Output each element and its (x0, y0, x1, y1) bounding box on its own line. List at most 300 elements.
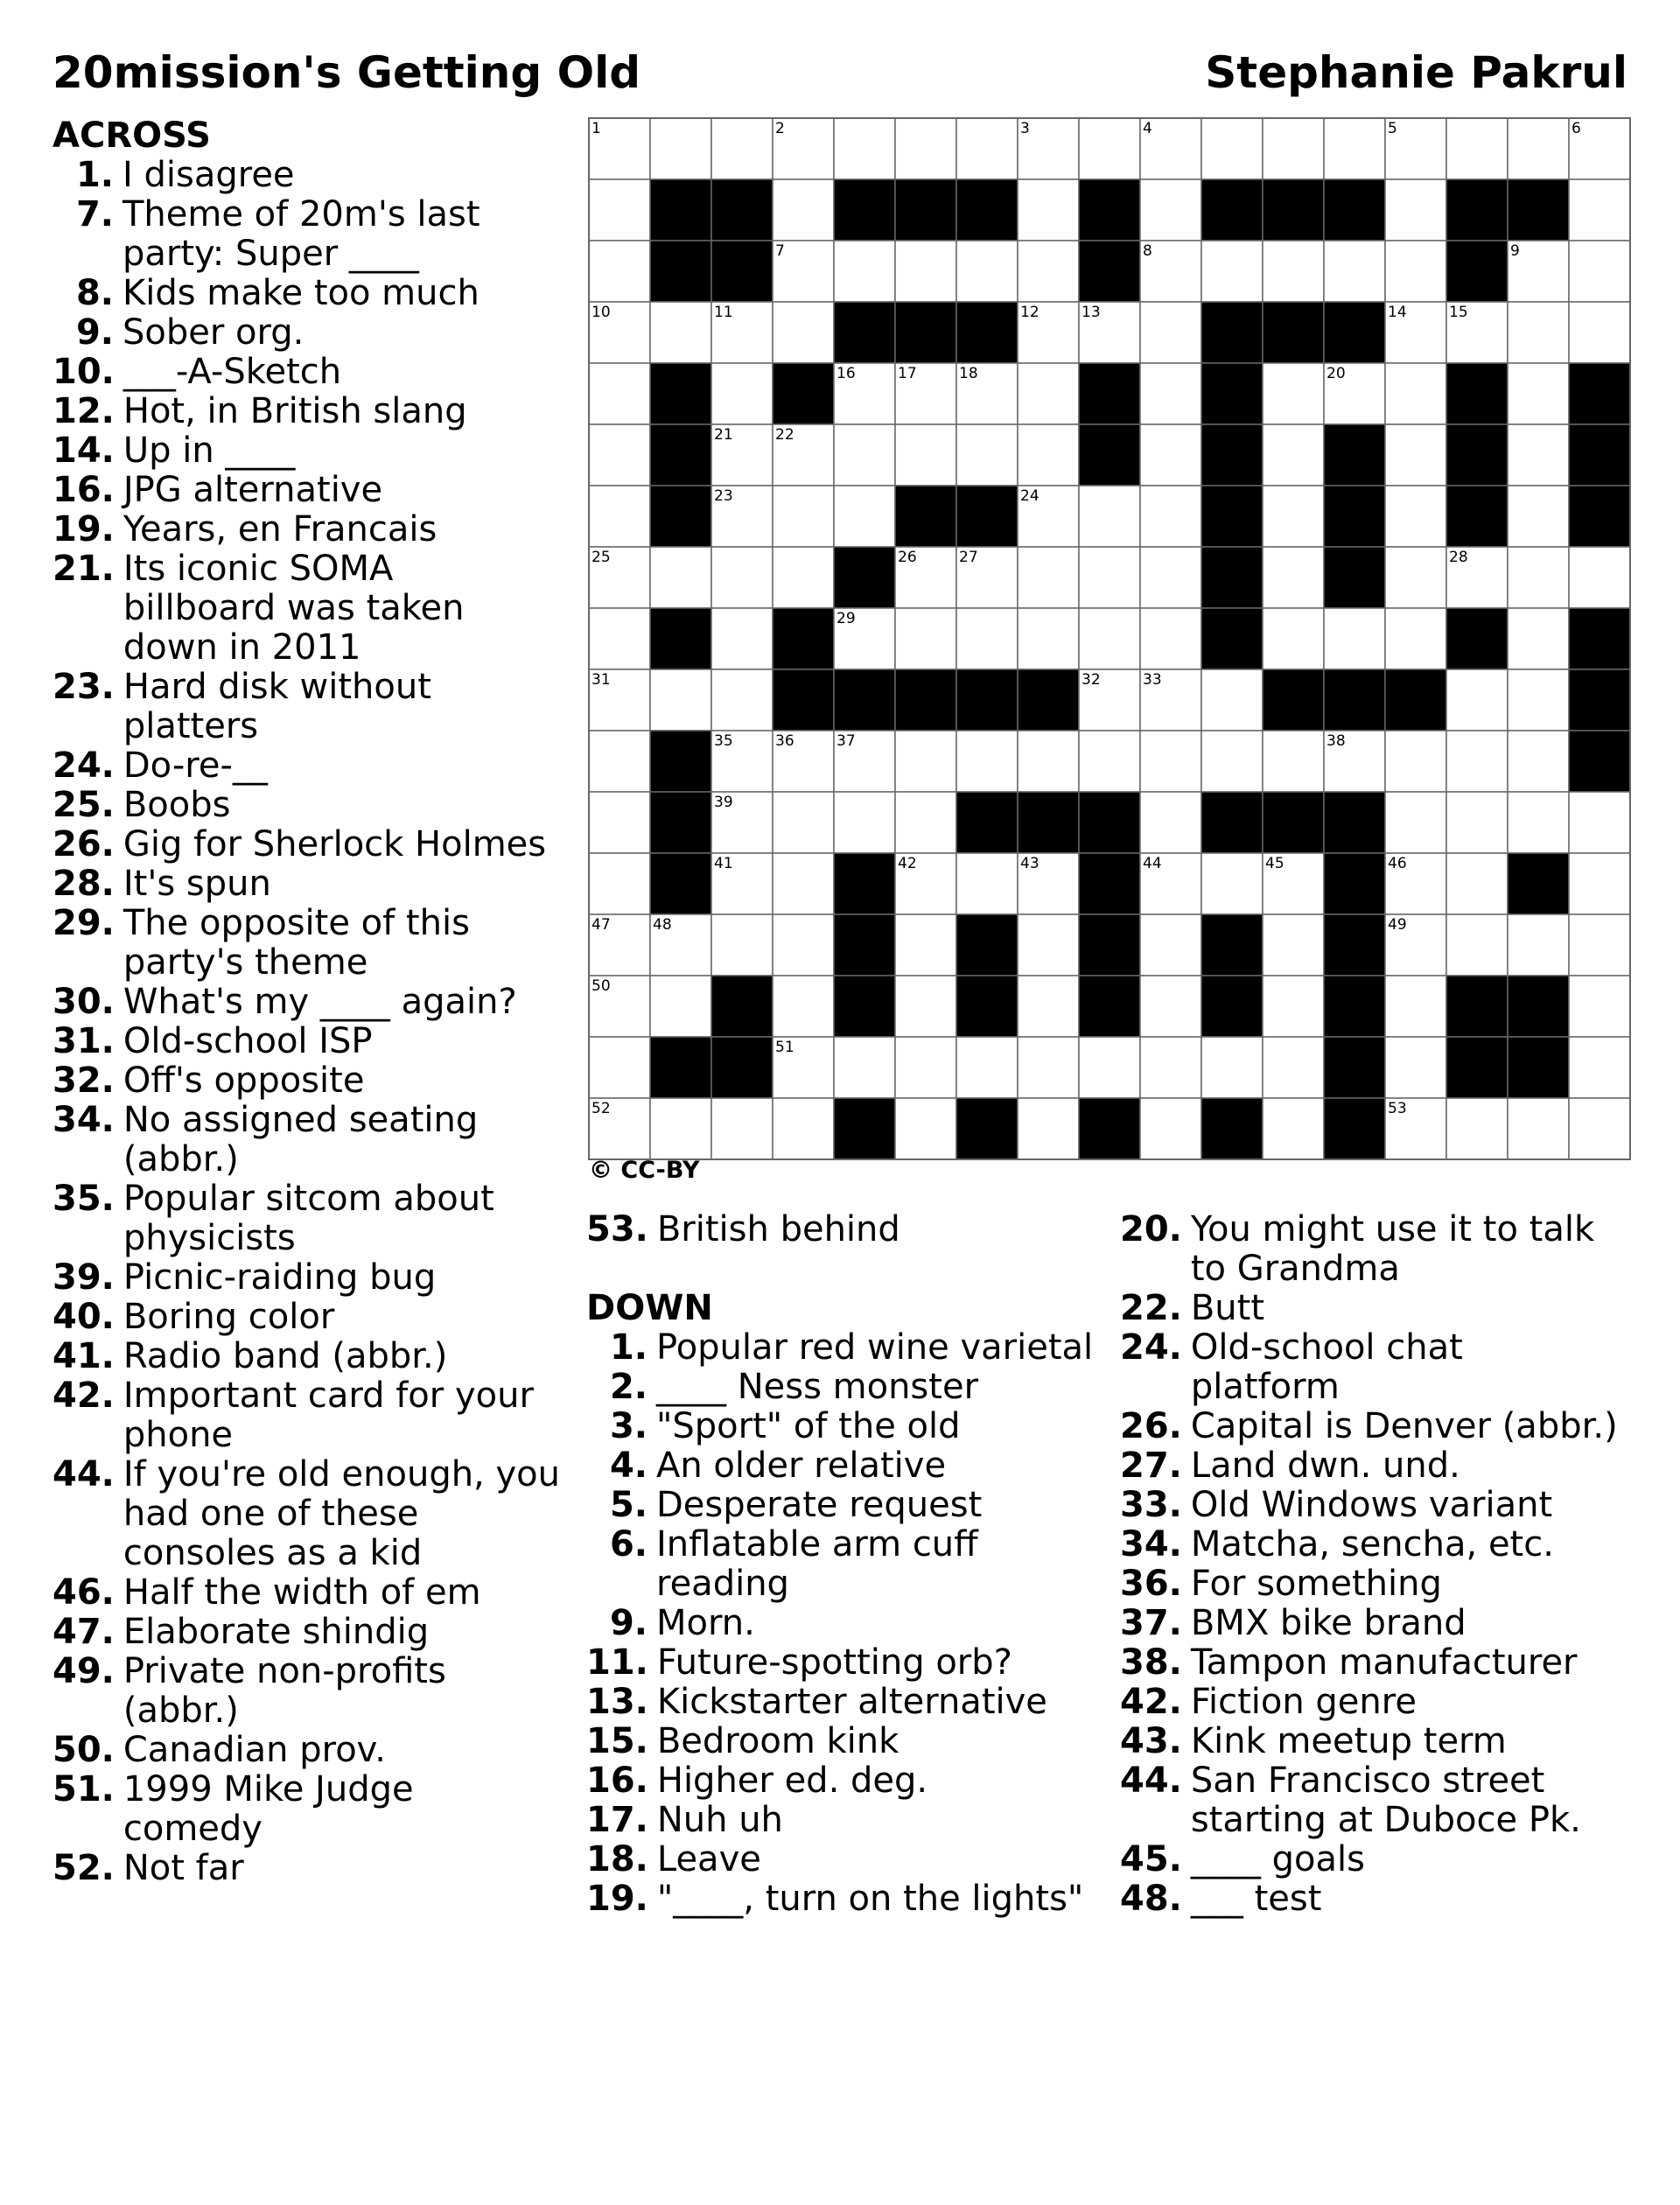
cell-number: 44 (1143, 855, 1162, 872)
grid-cell[interactable] (1263, 731, 1324, 792)
across-clue (52, 1573, 578, 1613)
grid-block (1324, 486, 1385, 547)
grid-cell[interactable] (1140, 547, 1201, 608)
grid-cell[interactable] (589, 179, 650, 241)
cell-number: 42 (898, 855, 917, 872)
grid-cell[interactable] (1018, 179, 1079, 241)
grid-cell[interactable] (1201, 669, 1263, 731)
grid-cell[interactable] (1263, 424, 1324, 486)
down-clue (1120, 1564, 1645, 1604)
grid-block (1446, 363, 1508, 424)
cell-number: 32 (1082, 671, 1101, 689)
down-clue (1120, 1761, 1645, 1840)
clue-text: Gig for Sherlock Holmes (122, 824, 547, 864)
clue-number: 34. (52, 1100, 115, 1140)
cell-number: 12 (1020, 304, 1040, 321)
cell-number: 29 (836, 610, 856, 627)
grid-cell[interactable] (1508, 547, 1569, 608)
clue-number: 16. (52, 470, 115, 510)
clue-number: 50. (52, 1730, 115, 1770)
grid-block (1569, 731, 1630, 792)
grid-cell[interactable] (589, 241, 650, 302)
grid-block (1569, 424, 1630, 486)
grid-cell[interactable] (1263, 1037, 1324, 1098)
grid-cell[interactable] (1018, 914, 1079, 976)
grid-block (956, 669, 1018, 731)
grid-cell[interactable] (1569, 302, 1630, 363)
grid-cell[interactable] (1201, 1037, 1263, 1098)
down-clue (1120, 1446, 1645, 1486)
grid-cell[interactable] (773, 792, 834, 853)
clue-text: Popular red wine varietal (656, 1327, 1094, 1368)
grid-cell[interactable] (1201, 241, 1263, 302)
grid-block (1201, 792, 1263, 853)
cell-number: 40 (1326, 794, 1346, 811)
clue-text: Old-school chat platform (1190, 1327, 1463, 1407)
grid-cell[interactable] (895, 1037, 956, 1098)
clue-number: 9. (75, 312, 114, 353)
grid-cell[interactable] (1018, 976, 1079, 1037)
grid-cell[interactable] (589, 792, 650, 853)
across-clue (52, 1613, 578, 1652)
grid-cell[interactable] (1508, 118, 1569, 179)
grid-cell[interactable] (895, 424, 956, 486)
clue-number: 17. (586, 1800, 648, 1840)
grid-cell[interactable] (1385, 486, 1446, 547)
cell-number: 50 (592, 977, 611, 995)
grid-cell[interactable] (1446, 853, 1508, 914)
grid-cell[interactable] (1385, 792, 1446, 853)
grid-cell[interactable] (1079, 608, 1140, 669)
cell-number: 19 (1204, 365, 1223, 382)
clue-number: 13. (586, 1682, 648, 1722)
grid-block (1263, 179, 1324, 241)
grid-cell[interactable] (1508, 1098, 1569, 1159)
section-spacer (586, 1250, 1111, 1289)
grid-cell[interactable] (1018, 608, 1079, 669)
clue-number: 20. (1120, 1209, 1182, 1250)
across-clue (52, 471, 578, 510)
cell-number: 34 (1388, 671, 1407, 689)
grid-block (1079, 1098, 1140, 1159)
grid-cell[interactable] (895, 118, 956, 179)
grid-cell[interactable] (1018, 363, 1079, 424)
cell-number: 49 (1388, 916, 1407, 934)
grid-cell[interactable] (1508, 792, 1569, 853)
grid-cell[interactable] (773, 853, 834, 914)
cell-number: 1 (592, 120, 601, 137)
across-clue (52, 392, 578, 431)
clue-text: The opposite of this party's theme (122, 903, 470, 983)
down-clue (586, 1722, 1111, 1761)
grid-cell[interactable] (650, 118, 711, 179)
grid-cell[interactable] (1079, 118, 1140, 179)
down-clue (1120, 1525, 1645, 1564)
down-clue (586, 1880, 1111, 1919)
clue-number: 1. (75, 155, 114, 195)
grid-cell[interactable] (834, 118, 895, 179)
grid-cell[interactable] (773, 486, 834, 547)
clue-number: 43. (1120, 1721, 1182, 1761)
grid-block (1324, 1098, 1385, 1159)
grid-block (834, 179, 895, 241)
grid-cell[interactable] (834, 792, 895, 853)
clue-number: 6. (609, 1524, 648, 1564)
grid-cell[interactable] (956, 731, 1018, 792)
grid-cell[interactable] (650, 976, 711, 1037)
grid-cell[interactable] (1508, 914, 1569, 976)
grid-cell[interactable] (1385, 1037, 1446, 1098)
grid-cell[interactable] (1324, 608, 1385, 669)
clue-text: Desperate request (656, 1485, 983, 1525)
clue-text: Capital is Denver (abbr.) (1190, 1406, 1618, 1446)
grid-cell[interactable] (1018, 424, 1079, 486)
grid-cell[interactable] (1263, 118, 1324, 179)
grid-cell[interactable] (1263, 547, 1324, 608)
grid-cell[interactable] (956, 608, 1018, 669)
grid-block (1569, 669, 1630, 731)
grid-cell[interactable] (1018, 1098, 1079, 1159)
grid-cell[interactable] (895, 608, 956, 669)
across-clue (52, 1770, 578, 1849)
grid-cell[interactable] (711, 608, 773, 669)
clue-text: Matcha, sencha, etc. (1190, 1524, 1554, 1564)
grid-block (1446, 1037, 1508, 1098)
grid-cell[interactable] (589, 424, 650, 486)
grid-cell[interactable] (650, 1098, 711, 1159)
grid-block (1446, 976, 1508, 1037)
grid-cell[interactable] (1385, 424, 1446, 486)
cell-number: 2 (775, 120, 785, 137)
grid-cell[interactable] (895, 731, 956, 792)
grid-cell[interactable] (895, 914, 956, 976)
grid-cell[interactable] (1140, 486, 1201, 547)
grid-block (1446, 241, 1508, 302)
grid-block (956, 976, 1018, 1037)
down-clue (586, 1683, 1111, 1722)
grid-cell[interactable] (1140, 976, 1201, 1037)
grid-block (650, 179, 711, 241)
grid-cell[interactable] (1079, 1037, 1140, 1098)
grid-block (650, 731, 711, 792)
grid-cell[interactable] (1263, 363, 1324, 424)
across-clue (52, 1376, 578, 1455)
grid-block (711, 1037, 773, 1098)
grid-cell[interactable] (1140, 363, 1201, 424)
down-clue (586, 1368, 1111, 1407)
grid-cell[interactable] (1140, 302, 1201, 363)
grid-cell[interactable] (1446, 914, 1508, 976)
across-heading: ACROSS (52, 116, 211, 156)
across-clue (52, 1731, 578, 1770)
clue-number: 35. (52, 1179, 115, 1219)
grid-block (1446, 486, 1508, 547)
down-clue (586, 1446, 1111, 1486)
grid-cell[interactable] (773, 179, 834, 241)
grid-cell[interactable] (1569, 241, 1630, 302)
grid-cell[interactable] (773, 914, 834, 976)
grid-cell[interactable] (1385, 731, 1446, 792)
grid-block (650, 792, 711, 853)
grid-cell[interactable] (956, 853, 1018, 914)
grid-cell[interactable] (1569, 179, 1630, 241)
grid-cell[interactable] (1508, 486, 1569, 547)
cell-number: 48 (653, 916, 672, 934)
grid-cell[interactable] (650, 669, 711, 731)
grid-cell[interactable] (711, 914, 773, 976)
grid-cell[interactable] (1140, 179, 1201, 241)
grid-cell[interactable] (711, 363, 773, 424)
clue-number: 23. (52, 667, 115, 707)
grid-cell[interactable] (589, 363, 650, 424)
grid-cell[interactable] (1569, 792, 1630, 853)
grid-cell[interactable] (1569, 976, 1630, 1037)
cell-number: 3 (1020, 120, 1030, 137)
cell-number: 10 (592, 304, 611, 321)
grid-cell[interactable] (1140, 1098, 1201, 1159)
down-clue (586, 1407, 1111, 1446)
clue-number: 21. (52, 549, 115, 589)
grid-cell[interactable] (1263, 241, 1324, 302)
clue-text: Higher ed. deg. (656, 1760, 928, 1801)
grid-cell[interactable] (956, 241, 1018, 302)
grid-cell[interactable] (1385, 547, 1446, 608)
grid-cell[interactable] (1385, 976, 1446, 1037)
down-clue (1120, 1683, 1645, 1722)
grid-block (1263, 792, 1324, 853)
grid-block (1508, 976, 1569, 1037)
grid-cell[interactable] (1079, 547, 1140, 608)
grid-block (956, 792, 1018, 853)
grid-cell[interactable] (711, 1098, 773, 1159)
clue-number: 11. (586, 1642, 648, 1683)
clue-number: 19. (52, 509, 115, 550)
clue-number: 5. (609, 1485, 648, 1525)
clue-text: Land dwn. und. (1190, 1446, 1460, 1486)
grid-block (1079, 914, 1140, 976)
across-clue (52, 1298, 578, 1337)
grid-cell[interactable] (1508, 424, 1569, 486)
clue-text: Theme of 20m's last party: Super ____ (122, 194, 480, 274)
grid-cell[interactable] (1201, 118, 1263, 179)
across-clue (52, 313, 578, 353)
grid-cell[interactable] (711, 669, 773, 731)
clue-text: Years, en Francais (122, 509, 438, 550)
across-clue (52, 1652, 578, 1731)
clue-text: Up in ____ (122, 430, 296, 471)
cell-number: 28 (1449, 549, 1468, 566)
grid-cell[interactable] (1018, 547, 1079, 608)
grid-cell[interactable] (1508, 669, 1569, 731)
grid-cell[interactable] (1201, 731, 1263, 792)
grid-cell[interactable] (1018, 731, 1079, 792)
grid-cell[interactable] (1446, 1098, 1508, 1159)
grid-cell[interactable] (834, 486, 895, 547)
grid-cell[interactable] (895, 792, 956, 853)
grid-block (1201, 302, 1263, 363)
grid-block (1201, 424, 1263, 486)
grid-cell[interactable] (1140, 424, 1201, 486)
grid-cell[interactable] (1140, 792, 1201, 853)
clue-text: Inflatable arm cuff reading (656, 1524, 978, 1604)
down-clue (586, 1486, 1111, 1525)
grid-cell[interactable] (1508, 731, 1569, 792)
across-clue (52, 1022, 578, 1061)
clue-text: San Francisco street starting at Duboce Pk. (1190, 1760, 1581, 1840)
clue-text: "____, turn on the lights" (656, 1879, 1084, 1919)
clue-text: Radio band (abbr.) (122, 1336, 448, 1376)
clue-text: Morn. (656, 1603, 755, 1643)
grid-cell[interactable] (895, 1098, 956, 1159)
grid-cell[interactable] (1569, 853, 1630, 914)
down-clue (1120, 1210, 1645, 1289)
grid-cell[interactable] (834, 241, 895, 302)
grid-block (1569, 363, 1630, 424)
grid-cell[interactable] (773, 1098, 834, 1159)
across-clue (52, 1455, 578, 1573)
grid-block (1079, 792, 1140, 853)
grid-cell[interactable] (895, 976, 956, 1037)
grid-block (1324, 976, 1385, 1037)
down-clue (1120, 1604, 1645, 1643)
grid-cell[interactable] (773, 302, 834, 363)
grid-cell[interactable] (1385, 179, 1446, 241)
grid-cell[interactable] (895, 241, 956, 302)
across-clue (52, 668, 578, 746)
grid-cell[interactable] (589, 1037, 650, 1098)
clue-text: If you're old enough, you had one of these consoles as a kid (122, 1454, 560, 1573)
grid-cell[interactable] (711, 118, 773, 179)
clue-text: 1999 Mike Judge comedy (122, 1769, 414, 1849)
cell-number: 6 (1572, 120, 1581, 137)
grid-cell[interactable] (834, 424, 895, 486)
cell-number: 20 (1326, 365, 1346, 382)
grid-block (1018, 669, 1079, 731)
grid-cell[interactable] (1140, 914, 1201, 976)
grid-cell[interactable] (1263, 608, 1324, 669)
grid-cell[interactable] (956, 1037, 1018, 1098)
grid-cell[interactable] (1446, 669, 1508, 731)
clue-text: Tampon manufacturer (1190, 1642, 1578, 1683)
grid-cell[interactable] (1018, 1037, 1079, 1098)
grid-cell[interactable] (1569, 547, 1630, 608)
grid-cell[interactable] (1140, 731, 1201, 792)
grid-cell[interactable] (1018, 241, 1079, 302)
clue-number: 36. (1120, 1564, 1182, 1604)
grid-cell[interactable] (1263, 486, 1324, 547)
across-clue (52, 1101, 578, 1180)
grid-cell[interactable] (589, 853, 650, 914)
clue-text: Future-spotting orb? (656, 1642, 1012, 1683)
grid-cell[interactable] (1263, 976, 1324, 1037)
clue-text: Boring color (122, 1297, 335, 1337)
grid-cell[interactable] (773, 976, 834, 1037)
grid-cell[interactable] (1201, 853, 1263, 914)
grid-block (1446, 179, 1508, 241)
grid-cell[interactable] (650, 547, 711, 608)
grid-cell[interactable] (589, 486, 650, 547)
clue-column-3 (1120, 1210, 1645, 1919)
cell-number: 7 (775, 242, 785, 260)
grid-block (895, 179, 956, 241)
cell-number: 51 (775, 1039, 794, 1056)
clue-text: Old-school ISP (122, 1021, 373, 1061)
grid-block (1079, 853, 1140, 914)
grid-cell[interactable] (1385, 241, 1446, 302)
grid-block (834, 853, 895, 914)
grid-cell[interactable] (1569, 1098, 1630, 1159)
grid-block (1079, 976, 1140, 1037)
down-clue (586, 1525, 1111, 1604)
grid-cell[interactable] (1446, 792, 1508, 853)
puzzle-title: 20mission's Getting Old (52, 47, 641, 98)
grid-block (650, 486, 711, 547)
clue-number: 44. (52, 1454, 115, 1494)
grid-block (1201, 486, 1263, 547)
grid-cell[interactable] (956, 424, 1018, 486)
cell-number: 15 (1449, 304, 1468, 321)
grid-block (650, 853, 711, 914)
clue-number: 30. (52, 982, 115, 1022)
grid-cell[interactable] (1569, 1037, 1630, 1098)
cell-number: 47 (592, 916, 611, 934)
grid-cell[interactable] (834, 1037, 895, 1098)
clue-number: 8. (75, 273, 114, 313)
grid-cell[interactable] (1140, 608, 1201, 669)
cell-number: 43 (1020, 855, 1040, 872)
grid-cell[interactable] (589, 731, 650, 792)
grid-cell[interactable] (1324, 118, 1385, 179)
grid-block (1324, 424, 1385, 486)
grid-cell[interactable] (1508, 608, 1569, 669)
grid-block (1446, 424, 1508, 486)
grid-cell[interactable] (1079, 731, 1140, 792)
clue-text: Important card for your phone (122, 1376, 534, 1455)
grid-cell[interactable] (1324, 241, 1385, 302)
across-clue (52, 864, 578, 904)
grid-cell[interactable] (1385, 363, 1446, 424)
grid-block (1508, 179, 1569, 241)
grid-cell[interactable] (1446, 731, 1508, 792)
grid-cell[interactable] (589, 608, 650, 669)
clue-text: Half the width of em (122, 1572, 481, 1613)
grid-cell[interactable] (1385, 608, 1446, 669)
across-clue (52, 156, 578, 195)
grid-cell[interactable] (1079, 486, 1140, 547)
grid-cell[interactable] (650, 302, 711, 363)
grid-cell[interactable] (1446, 118, 1508, 179)
clue-column-1 (52, 116, 578, 1888)
grid-cell[interactable] (956, 118, 1018, 179)
grid-cell[interactable] (1569, 914, 1630, 976)
down-clue (1120, 1328, 1645, 1407)
clue-number: 1. (609, 1327, 648, 1368)
clue-text: ____ goals (1190, 1839, 1365, 1880)
clue-text: Elaborate shindig (122, 1612, 430, 1652)
cell-number: 11 (714, 304, 733, 321)
cell-number: 13 (1082, 304, 1101, 321)
grid-cell[interactable] (1508, 363, 1569, 424)
grid-cell[interactable] (773, 547, 834, 608)
grid-cell[interactable] (1140, 1037, 1201, 1098)
across-clue (52, 983, 578, 1022)
grid-cell[interactable] (1263, 914, 1324, 976)
grid-cell[interactable] (1263, 1098, 1324, 1159)
grid-cell[interactable] (1508, 302, 1569, 363)
across-clue (52, 1337, 578, 1376)
across-clue (52, 510, 578, 550)
grid-cell[interactable] (711, 547, 773, 608)
